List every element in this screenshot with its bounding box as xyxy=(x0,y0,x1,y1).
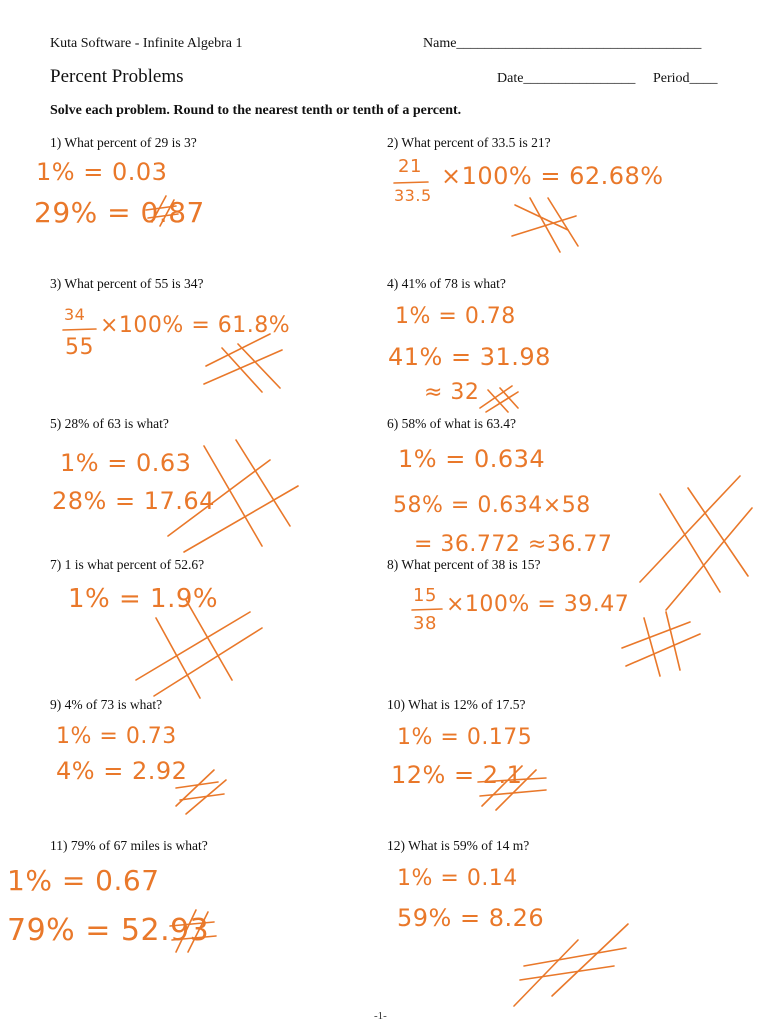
problem-4-answer-mark xyxy=(480,386,518,412)
problem-6-question: 6) 58% of what is 63.4? xyxy=(387,416,516,431)
date-field-label: Date________________ xyxy=(497,71,636,86)
problem-10-question: 10) What is 12% of 17.5? xyxy=(387,697,526,712)
problem-2-answer-mark xyxy=(512,198,578,252)
problem-2-fraction-denominator: 33.5 xyxy=(394,186,432,205)
page-number: -1- xyxy=(374,1010,387,1022)
period-field-label: Period____ xyxy=(653,71,718,86)
problem-8-fraction-bar xyxy=(412,609,442,610)
problem-8-fraction-numerator: 15 xyxy=(413,585,437,606)
problem-8-work-result: ×100% = 39.47 xyxy=(446,592,630,617)
problem-12-question: 12) What is 59% of 14 m? xyxy=(387,838,530,853)
problem-4-question: 4) 41% of 78 is what? xyxy=(387,276,506,291)
problem-2-fraction-numerator: 21 xyxy=(398,156,422,177)
software-label: Kuta Software - Infinite Algebra 1 xyxy=(50,36,243,51)
problem-6-work-line-2: 58% = 0.634×58 xyxy=(393,493,591,518)
problem-12-work-line-2: 59% = 8.26 xyxy=(397,904,545,932)
problem-5-work-line-2: 28% = 17.64 xyxy=(52,487,215,515)
problem-3-fraction-bar xyxy=(63,329,96,330)
problem-3-work-result: ×100% = 61.8% xyxy=(100,313,291,338)
problem-6-answer-mark xyxy=(640,476,752,610)
page-title: Percent Problems xyxy=(50,66,184,87)
problem-9-question: 9) 4% of 73 is what? xyxy=(50,697,163,712)
problem-5-question: 5) 28% of 63 is what? xyxy=(50,416,169,431)
problem-8-answer-mark xyxy=(622,612,700,676)
problem-12-work-line-1: 1% = 0.14 xyxy=(397,866,518,891)
problem-8-question: 8) What percent of 38 is 15? xyxy=(387,557,541,572)
problem-2-question: 2) What percent of 33.5 is 21? xyxy=(387,135,551,150)
problem-11-work-line-2: 79% = 52.93 xyxy=(7,913,210,948)
problem-10-work-line-2: 12% = 2.1 xyxy=(391,761,523,789)
problem-7-question: 7) 1 is what percent of 52.6? xyxy=(50,557,205,572)
problem-2-work-result: ×100% = 62.68% xyxy=(441,162,664,190)
problem-9-work-line-1: 1% = 0.73 xyxy=(56,724,177,749)
problem-8-fraction-denominator: 38 xyxy=(413,613,437,634)
problem-1-question: 1) What percent of 29 is 3? xyxy=(50,135,197,150)
problem-11-work-line-1: 1% = 0.67 xyxy=(7,864,160,897)
problem-11-question: 11) 79% of 67 miles is what? xyxy=(50,838,208,853)
name-field-label: Name___________________________________ xyxy=(423,36,702,51)
problem-3-fraction-numerator: 34 xyxy=(64,305,86,324)
problem-4-work-line-2: 41% = 31.98 xyxy=(388,343,551,371)
problem-10-work-line-1: 1% = 0.175 xyxy=(397,725,533,750)
problem-2-fraction-bar xyxy=(394,182,428,183)
problem-3-answer-mark xyxy=(204,334,282,392)
problem-12-answer-mark xyxy=(514,924,628,1006)
problem-1-work-line-2: 29% = 0.87 xyxy=(34,196,205,229)
problem-5-work-line-1: 1% = 0.63 xyxy=(60,449,192,477)
problem-7-work-line-1: 1% = 1.9% xyxy=(68,584,219,614)
problem-6-work-line-3: = 36.772 ≈36.77 xyxy=(414,532,613,557)
problem-4-work-line-1: 1% = 0.78 xyxy=(395,304,516,329)
instructions: Solve each problem. Round to the nearest tenth or tenth of a percent. xyxy=(50,103,462,118)
problem-3-fraction-denominator: 55 xyxy=(65,335,94,360)
problem-7-answer-mark xyxy=(136,600,262,698)
problem-3-question: 3) What percent of 55 is 34? xyxy=(50,276,204,291)
problem-6-work-line-1: 1% = 0.634 xyxy=(398,445,546,473)
problem-9-work-line-2: 4% = 2.92 xyxy=(56,757,188,785)
problem-1-work-line-1: 1% = 0.03 xyxy=(36,158,168,186)
problem-4-work-line-3: ≈ 32 xyxy=(424,380,480,405)
